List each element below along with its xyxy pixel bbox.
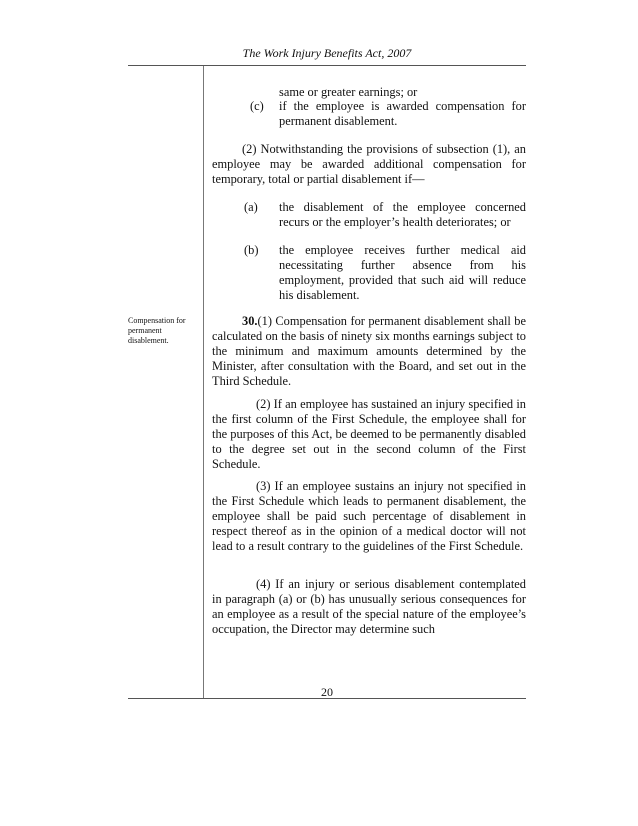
section-30-para-4: (4) If an injury or serious disablement contemplated in paragraph (a) or (b) has unusually serious consequences for an employee as a result of the special nature of the employee’s occupation, the Director may determine such: [212, 577, 526, 636]
margin-note: Compensation for permanent disablement.: [128, 316, 186, 345]
section-number: 30.: [242, 314, 258, 328]
item-label: (a): [244, 200, 258, 214]
item-text: if the employee is awarded compensation for permanent disablement.: [279, 99, 526, 128]
section-30-para-3: (3) If an employee sustains an injury not specified in the First Schedule which leads to permanent disablement, the employee shall be paid such percentage of disablement in respect thereof as in the opinion of a medical doctor will not lead to a result contrary to the guidelines of the First Schedule.: [212, 479, 526, 553]
item-label: (b): [244, 243, 259, 257]
subsection-2: (2) Notwithstanding the provisions of subsection (1), an employee may be awarded additional compensation for temporary, total or partial disablement if—: [212, 142, 526, 186]
footer-rule: [128, 698, 526, 699]
section-30-para-1: 30.(1) Compensation for permanent disablement shall be calculated on the basis of ninety six months earnings subject to the minimum and maximum amounts determined by the Minister, after consultation with the Board, and set out in the Third Schedule.: [212, 314, 526, 388]
header-rule: [128, 65, 526, 66]
item-label: (c): [250, 99, 264, 113]
section-30-para-2: (2) If an employee has sustained an injury specified in the first column of the First Schedule, the employee shall for the purposes of this Act, be deemed to be permanently disabled to the degree set out in the second column of the First Schedule.: [212, 397, 526, 471]
running-header: The Work Injury Benefits Act, 2007: [242, 46, 412, 60]
page-number: 20: [321, 685, 333, 699]
item-text: the disablement of the employee concerned recurs or the employer’s health deteriorates; or: [279, 200, 526, 229]
margin-divider: [203, 66, 204, 698]
item-text: the employee receives further medical aid necessitating further absence from his employment, provided that such aid will reduce his disablement.: [279, 243, 526, 302]
continuation-text: same or greater earnings; or: [279, 85, 418, 99]
